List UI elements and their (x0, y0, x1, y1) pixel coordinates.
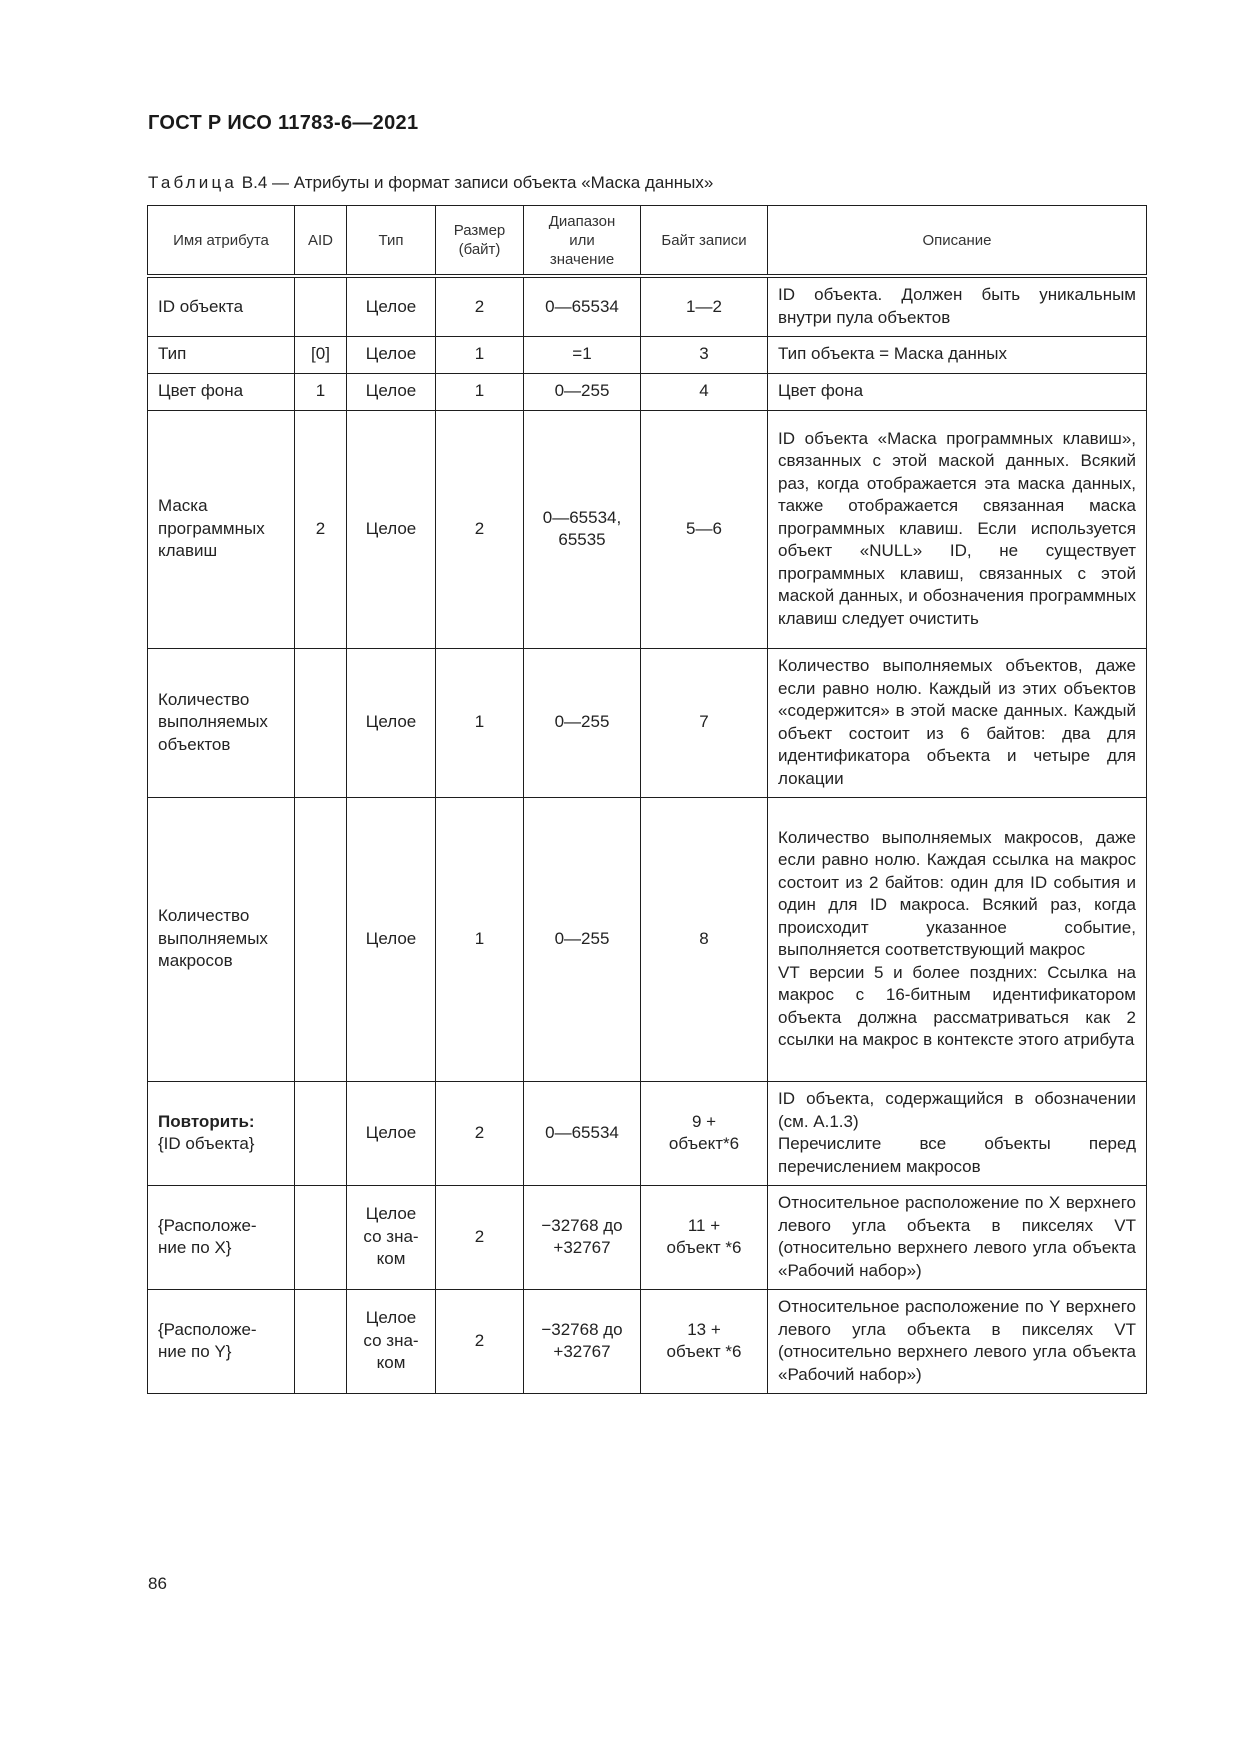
cell-range (524, 1289, 641, 1393)
cell-description: Тип объекта = Маска данных (768, 336, 1147, 373)
cell-type-line3: ком (376, 1249, 406, 1269)
cell-range: =1 (524, 336, 641, 373)
cell-size: 1 (436, 336, 524, 373)
cell-description-para1: Количество выполняемых макросов, даже если равно нолю. Каждая ссылка на макрос состоит из 2 байтов: один для ID события и один для ID макроса. Всякий раз, когда происходит указанное событие, выполняется соответствующий макрос (778, 827, 1136, 959)
cell-type (347, 1289, 436, 1393)
cell-range-line2: 65535 (558, 530, 606, 549)
cell-type: Целое (347, 410, 436, 648)
cell-bytes-line2: объект *6 (666, 1238, 742, 1257)
cell-type: Целое (347, 1081, 436, 1185)
cell-name-line2: программных (158, 518, 265, 538)
cell-description: Относительное расположение по Y верхнего левого угла объекта в пикселях VT (относительно верхнего левого угла объекта «Рабочий набор») (768, 1289, 1147, 1393)
cell-type-line2: со зна- (363, 1226, 419, 1246)
table-row (148, 373, 1147, 410)
cell-description: ID объекта. Должен быть уникальным внутри пула объектов (768, 276, 1147, 336)
cell-bytes (641, 1185, 768, 1289)
cell-name-line1: Маска (158, 496, 208, 516)
cell-size: 2 (436, 410, 524, 648)
cell-type: Целое (347, 276, 436, 336)
cell-description: Относительное расположение по X верхнего левого угла объекта в пикселях VT (относительно верхнего левого угла объекта «Рабочий набор») (768, 1185, 1147, 1289)
cell-name (148, 797, 295, 1081)
cell-bytes-line2: объект*6 (668, 1134, 740, 1153)
cell-bytes (641, 1289, 768, 1393)
cell-aid (295, 1081, 347, 1185)
cell-size: 2 (436, 1289, 524, 1393)
cell-size: 1 (436, 648, 524, 797)
cell-name-line2: {ID объекта} (158, 1134, 255, 1153)
cell-description: Цвет фона (768, 373, 1147, 410)
cell-name-line1: Повторить: (158, 1111, 255, 1131)
cell-aid (295, 276, 347, 336)
table-header-row (148, 206, 1147, 277)
cell-range: 0—255 (524, 373, 641, 410)
cell-name-line2: ние по Y} (158, 1342, 232, 1361)
cell-bytes: 1—2 (641, 276, 768, 336)
cell-name-line1: {Расположе- (158, 1319, 257, 1339)
cell-size: 1 (436, 373, 524, 410)
cell-aid (295, 648, 347, 797)
cell-range-line1: 0—65534, (542, 507, 622, 527)
table-caption (148, 173, 713, 193)
cell-description (768, 797, 1147, 1081)
cell-name (148, 410, 295, 648)
table-caption-label: Таблица (148, 173, 238, 192)
cell-name: Цвет фона (148, 373, 295, 410)
cell-aid (295, 1185, 347, 1289)
cell-bytes: 3 (641, 336, 768, 373)
cell-name-line2: выполняемых (158, 928, 268, 948)
cell-name-line2: выполняемых (158, 712, 268, 732)
cell-name-line3: макросов (158, 951, 233, 971)
cell-size: 2 (436, 276, 524, 336)
document-title: ГОСТ Р ИСО 11783-6—2021 (148, 112, 419, 134)
cell-description (768, 1081, 1147, 1185)
cell-bytes: 7 (641, 648, 768, 797)
cell-range-line2: +32767 (553, 1238, 611, 1257)
attributes-table (147, 205, 1147, 1394)
cell-name (148, 1185, 295, 1289)
cell-aid (295, 797, 347, 1081)
header-size (436, 206, 524, 277)
cell-type-line3: ком (376, 1353, 406, 1373)
cell-type (347, 1185, 436, 1289)
header-size-line2: (байт) (458, 241, 501, 258)
cell-range-line2: +32767 (553, 1342, 611, 1361)
header-type: Тип (347, 206, 436, 277)
cell-name (148, 648, 295, 797)
header-description: Описание (768, 206, 1147, 277)
cell-name-line3: клавиш (158, 541, 218, 561)
header-range (524, 206, 641, 277)
cell-size: 2 (436, 1185, 524, 1289)
cell-bytes: 8 (641, 797, 768, 1081)
page-number: 86 (148, 1574, 167, 1593)
header-record-bytes: Байт записи (641, 206, 768, 277)
cell-type-line1: Целое (365, 1204, 417, 1224)
cell-type: Целое (347, 373, 436, 410)
cell-type-line1: Целое (365, 1308, 417, 1328)
table-row (148, 1081, 1147, 1185)
cell-description-para1: ID объекта, содержащийся в обозначении (см. А.1.3) (778, 1089, 1136, 1131)
cell-type-line2: со зна- (363, 1330, 419, 1350)
cell-name (148, 1081, 295, 1185)
cell-name-line1: Количество (158, 906, 250, 926)
cell-bytes-line2: объект *6 (666, 1342, 742, 1361)
cell-description-para2: VT версии 5 и более поздних: Ссылка на макрос с 16-битным идентификатором объекта должна рассматриваться как 2 ссылки на макрос в контексте этого атрибута (778, 962, 1136, 1049)
cell-name-line1: Количество (158, 689, 250, 709)
cell-size: 2 (436, 1081, 524, 1185)
header-attribute-name: Имя атрибута (148, 206, 295, 277)
cell-aid (295, 1289, 347, 1393)
cell-bytes-line1: 11 + (687, 1215, 721, 1235)
cell-aid: 2 (295, 410, 347, 648)
table-caption-text: В.4 — Атрибуты и формат записи объекта «Маска данных» (237, 173, 714, 192)
cell-aid: 1 (295, 373, 347, 410)
cell-bytes-line1: 9 + (691, 1111, 717, 1131)
header-range-line3: значение (549, 250, 615, 268)
cell-range-line1: −32768 до (541, 1319, 623, 1339)
cell-range-line1: −32768 до (541, 1215, 623, 1235)
cell-range (524, 410, 641, 648)
cell-type: Целое (347, 797, 436, 1081)
cell-name: ID объекта (148, 276, 295, 336)
cell-name-line3: объектов (158, 734, 231, 754)
cell-type: Целое (347, 648, 436, 797)
cell-type: Целое (347, 336, 436, 373)
cell-range: 0—255 (524, 797, 641, 1081)
cell-name: Тип (148, 336, 295, 373)
table-row (148, 797, 1147, 1081)
cell-name-line1: {Расположе- (158, 1215, 257, 1235)
cell-bytes: 4 (641, 373, 768, 410)
header-size-line1: Размер (453, 222, 506, 239)
cell-size: 1 (436, 797, 524, 1081)
cell-range: 0—65534 (524, 276, 641, 336)
cell-description: ID объекта «Маска программных клавиш», связанных с этой маской данных. Всякий раз, когда отображается эта маска данных, также отображается связанная маска программных клавиш. Если используется объект «NULL» ID, не существует программных клавиш, связанных с этой маской данных, и обозначения программных клавиш следует очистить (768, 410, 1147, 648)
cell-name-line2: ние по X} (158, 1238, 232, 1257)
cell-range (524, 1185, 641, 1289)
cell-range: 0—65534 (524, 1081, 641, 1185)
table-row (148, 1289, 1147, 1393)
table-row (148, 336, 1147, 373)
table-row (148, 1185, 1147, 1289)
cell-description: Количество выполняемых объектов, даже если равно нолю. Каждый из этих объектов «содержится» в этой маске данных. Каждый объект состоит из 6 байтов: два для идентификатора объекта и четыре для локации (768, 648, 1147, 797)
cell-range: 0—255 (524, 648, 641, 797)
cell-description-para2: Перечислите все объекты перед перечислением макросов (778, 1134, 1136, 1176)
table-row (148, 648, 1147, 797)
header-range-line1: Диапазон (548, 212, 616, 230)
cell-aid: [0] (295, 336, 347, 373)
table-row (148, 410, 1147, 648)
cell-name (148, 1289, 295, 1393)
cell-bytes (641, 1081, 768, 1185)
cell-bytes: 5—6 (641, 410, 768, 648)
header-aid: AID (295, 206, 347, 277)
header-range-line2: или (569, 231, 595, 249)
table-row (148, 276, 1147, 336)
cell-bytes-line1: 13 + (687, 1319, 721, 1339)
